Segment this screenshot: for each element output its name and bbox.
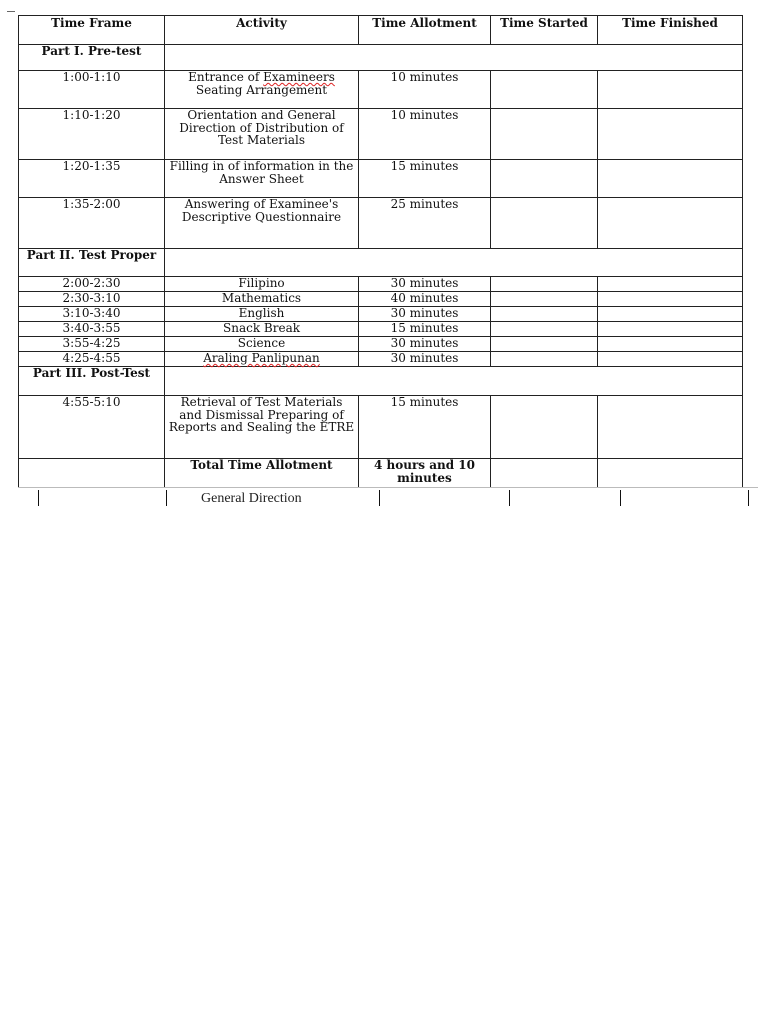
page-corner-mark — [7, 11, 15, 12]
time-frame-cell: 1:10-1:20 — [19, 109, 165, 160]
table-row — [19, 307, 743, 322]
time-frame-cell: 1:35-2:00 — [19, 198, 165, 249]
time-finished-cell[interactable] — [598, 322, 743, 337]
header-activity: Activity — [165, 16, 359, 45]
total-label: Total Time Allotment — [165, 459, 359, 488]
column-divider — [166, 490, 167, 506]
time-started-cell[interactable] — [491, 160, 598, 198]
allotment-cell: 15 minutes — [359, 322, 491, 337]
time-finished-cell[interactable] — [598, 396, 743, 459]
time-started-cell[interactable] — [491, 71, 598, 109]
activity-cell: English — [165, 307, 359, 322]
time-frame-cell: 4:55-5:10 — [19, 396, 165, 459]
activity-cell: Answering of Examinee's Descriptive Questionnaire — [165, 198, 359, 249]
allotment-cell: 10 minutes — [359, 109, 491, 160]
cutoff-text: General Direction — [201, 491, 302, 506]
header-time-allotment: Time Allotment — [359, 16, 491, 45]
time-frame-cell: 4:25-4:55 — [19, 352, 165, 367]
table-row — [19, 292, 743, 307]
time-frame-cell: 1:20-1:35 — [19, 160, 165, 198]
activity-cell — [165, 352, 359, 367]
part-row — [19, 45, 743, 71]
total-empty-cell — [19, 459, 165, 488]
allotment-cell: 30 minutes — [359, 337, 491, 352]
activity-cell: Science — [165, 337, 359, 352]
time-started-cell[interactable] — [491, 292, 598, 307]
header-time-frame: Time Frame — [19, 16, 165, 45]
total-allotment: 4 hours and 10 minutes — [359, 459, 491, 488]
time-frame-cell: 2:30-3:10 — [19, 292, 165, 307]
activity-cell: Filling in of information in the Answer Sheet — [165, 160, 359, 198]
table-row — [19, 160, 743, 198]
allotment-cell: 15 minutes — [359, 160, 491, 198]
time-finished-cell[interactable] — [598, 160, 743, 198]
activity-cell: Filipino — [165, 277, 359, 292]
activity-text: Araling Panlipunan — [203, 351, 320, 365]
table-row — [19, 352, 743, 367]
part-row — [19, 367, 743, 396]
total-started-cell[interactable] — [491, 459, 598, 488]
allotment-cell: 15 minutes — [359, 396, 491, 459]
column-divider — [509, 490, 510, 506]
column-divider — [748, 490, 749, 506]
time-finished-cell[interactable] — [598, 277, 743, 292]
time-started-cell[interactable] — [491, 307, 598, 322]
time-finished-cell[interactable] — [598, 292, 743, 307]
part-label: Part II. Test Proper — [19, 249, 165, 277]
allotment-cell: 40 minutes — [359, 292, 491, 307]
allotment-cell: 30 minutes — [359, 352, 491, 367]
time-started-cell[interactable] — [491, 198, 598, 249]
column-divider — [379, 490, 380, 506]
activity-cell: Orientation and General Direction of Distribution of Test Materials — [165, 109, 359, 160]
part-label: Part III. Post-Test — [19, 367, 165, 396]
time-frame-cell: 2:00-2:30 — [19, 277, 165, 292]
cutoff-table-fragment — [18, 487, 758, 506]
table-row — [19, 322, 743, 337]
table-row — [19, 396, 743, 459]
activity-cell: Retrieval of Test Materials and Dismissal Preparing of Reports and Sealing the ETRE — [165, 396, 359, 459]
time-frame-cell: 3:40-3:55 — [19, 322, 165, 337]
time-started-cell[interactable] — [491, 109, 598, 160]
table-row — [19, 337, 743, 352]
spellcheck-underlined-word: Examineers — [263, 70, 335, 84]
time-frame-cell: 3:10-3:40 — [19, 307, 165, 322]
header-row — [19, 16, 743, 45]
table-row — [19, 109, 743, 160]
part-row — [19, 249, 743, 277]
allotment-cell: 30 minutes — [359, 307, 491, 322]
time-started-cell[interactable] — [491, 352, 598, 367]
time-frame-cell: 3:55-4:25 — [19, 337, 165, 352]
part-label: Part I. Pre-test — [19, 45, 165, 71]
time-finished-cell[interactable] — [598, 198, 743, 249]
time-finished-cell[interactable] — [598, 307, 743, 322]
allotment-cell: 10 minutes — [359, 71, 491, 109]
allotment-cell: 25 minutes — [359, 198, 491, 249]
schedule-table — [18, 15, 743, 488]
table-row — [19, 71, 743, 109]
time-finished-cell[interactable] — [598, 352, 743, 367]
activity-cell: Entrance of Examineers Seating Arrangement — [165, 71, 359, 109]
time-started-cell[interactable] — [491, 337, 598, 352]
activity-cell: Snack Break — [165, 322, 359, 337]
column-divider — [620, 490, 621, 506]
time-finished-cell[interactable] — [598, 109, 743, 160]
time-started-cell[interactable] — [491, 396, 598, 459]
table-row — [19, 277, 743, 292]
allotment-cell: 30 minutes — [359, 277, 491, 292]
activity-cell: Mathematics — [165, 292, 359, 307]
column-divider — [38, 490, 39, 506]
time-started-cell[interactable] — [491, 322, 598, 337]
table-row — [19, 198, 743, 249]
time-frame-cell: 1:00-1:10 — [19, 71, 165, 109]
time-started-cell[interactable] — [491, 277, 598, 292]
total-finished-cell[interactable] — [598, 459, 743, 488]
part-row-empty — [165, 367, 743, 396]
header-time-started: Time Started — [491, 16, 598, 45]
total-row — [19, 459, 743, 488]
header-time-finished: Time Finished — [598, 16, 743, 45]
part-row-empty — [165, 45, 743, 71]
time-finished-cell[interactable] — [598, 71, 743, 109]
part-row-empty — [165, 249, 743, 277]
time-finished-cell[interactable] — [598, 337, 743, 352]
